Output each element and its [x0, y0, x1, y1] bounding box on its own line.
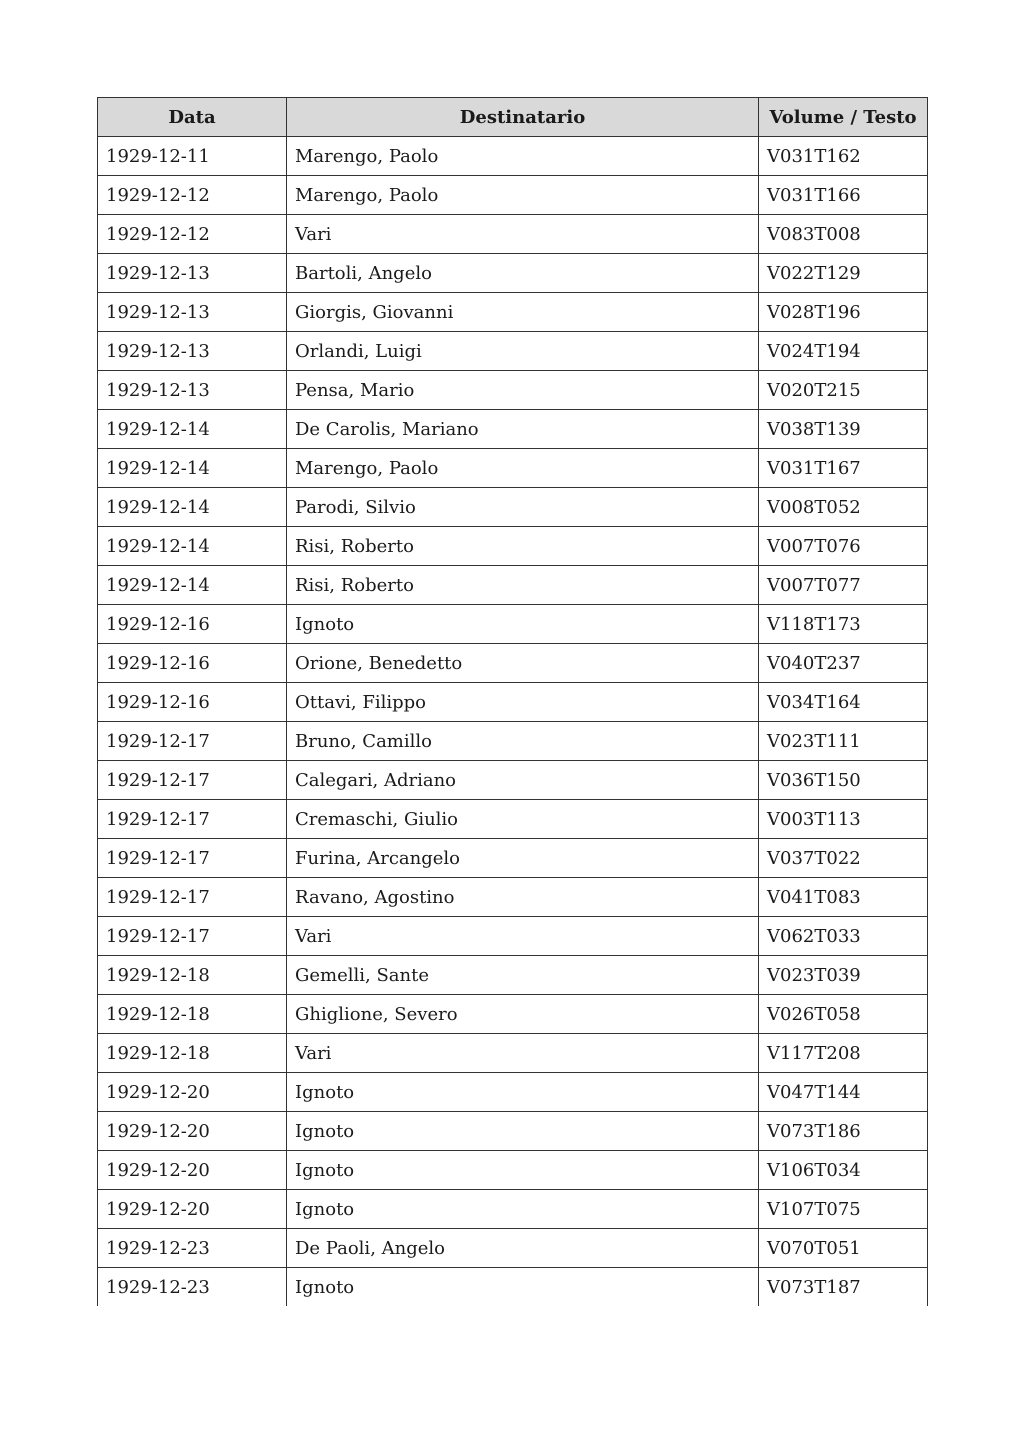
cell-volume-text: V117T208 [759, 1034, 928, 1073]
cell-recipient: Bruno, Camillo [287, 722, 759, 761]
table-row [98, 176, 928, 215]
cell-volume-text: V024T194 [759, 332, 928, 371]
table-row [98, 527, 928, 566]
cell-date: 1929-12-14 [98, 410, 287, 449]
cell-date: 1929-12-17 [98, 722, 287, 761]
cell-date: 1929-12-16 [98, 605, 287, 644]
cell-volume-text: V034T164 [759, 683, 928, 722]
cell-recipient: Risi, Roberto [287, 566, 759, 605]
cell-date: 1929-12-18 [98, 995, 287, 1034]
cell-recipient: Vari [287, 1034, 759, 1073]
table-row [98, 917, 928, 956]
table-row [98, 215, 928, 254]
cell-date: 1929-12-17 [98, 761, 287, 800]
cell-recipient: Orlandi, Luigi [287, 332, 759, 371]
cell-date: 1929-12-17 [98, 917, 287, 956]
cell-recipient: Marengo, Paolo [287, 137, 759, 176]
cell-recipient: Ignoto [287, 1190, 759, 1229]
table-row [98, 956, 928, 995]
table-row [98, 722, 928, 761]
cell-date: 1929-12-20 [98, 1190, 287, 1229]
cell-recipient: Marengo, Paolo [287, 449, 759, 488]
cell-recipient: Bartoli, Angelo [287, 254, 759, 293]
cell-volume-text: V083T008 [759, 215, 928, 254]
table-body [98, 137, 928, 1307]
cell-recipient: Orione, Benedetto [287, 644, 759, 683]
table-row [98, 371, 928, 410]
cell-volume-text: V047T144 [759, 1073, 928, 1112]
table-row [98, 683, 928, 722]
table-row [98, 1229, 928, 1268]
table-row [98, 254, 928, 293]
cell-date: 1929-12-14 [98, 566, 287, 605]
cell-date: 1929-12-16 [98, 683, 287, 722]
cell-volume-text: V007T077 [759, 566, 928, 605]
cell-recipient: Ignoto [287, 605, 759, 644]
cell-date: 1929-12-12 [98, 176, 287, 215]
cell-date: 1929-12-14 [98, 488, 287, 527]
table-header-row [98, 98, 928, 137]
cell-date: 1929-12-17 [98, 878, 287, 917]
table-row [98, 1112, 928, 1151]
cell-recipient: Ghiglione, Severo [287, 995, 759, 1034]
table-row [98, 566, 928, 605]
cell-volume-text: V008T052 [759, 488, 928, 527]
cell-recipient: Pensa, Mario [287, 371, 759, 410]
cell-volume-text: V070T051 [759, 1229, 928, 1268]
table-row [98, 839, 928, 878]
cell-recipient: De Carolis, Mariano [287, 410, 759, 449]
cell-volume-text: V062T033 [759, 917, 928, 956]
cell-volume-text: V022T129 [759, 254, 928, 293]
cell-date: 1929-12-20 [98, 1112, 287, 1151]
cell-date: 1929-12-20 [98, 1151, 287, 1190]
table-row [98, 761, 928, 800]
cell-recipient: Ignoto [287, 1073, 759, 1112]
table-row [98, 800, 928, 839]
table-row [98, 1151, 928, 1190]
cell-volume-text: V031T166 [759, 176, 928, 215]
cell-volume-text: V031T167 [759, 449, 928, 488]
cell-date: 1929-12-14 [98, 527, 287, 566]
cell-date: 1929-12-13 [98, 254, 287, 293]
cell-volume-text: V106T034 [759, 1151, 928, 1190]
cell-volume-text: V040T237 [759, 644, 928, 683]
cell-recipient: Risi, Roberto [287, 527, 759, 566]
cell-date: 1929-12-13 [98, 371, 287, 410]
cell-volume-text: V026T058 [759, 995, 928, 1034]
table-row [98, 293, 928, 332]
cell-volume-text: V036T150 [759, 761, 928, 800]
cell-recipient: Ravano, Agostino [287, 878, 759, 917]
cell-recipient: Parodi, Silvio [287, 488, 759, 527]
cell-date: 1929-12-16 [98, 644, 287, 683]
table-row [98, 995, 928, 1034]
cell-volume-text: V038T139 [759, 410, 928, 449]
cell-recipient: Marengo, Paolo [287, 176, 759, 215]
table-row [98, 1034, 928, 1073]
cell-volume-text: V073T186 [759, 1112, 928, 1151]
cell-date: 1929-12-20 [98, 1073, 287, 1112]
table-row [98, 1073, 928, 1112]
cell-date: 1929-12-23 [98, 1268, 287, 1307]
cell-volume-text: V118T173 [759, 605, 928, 644]
table-row [98, 605, 928, 644]
table-row [98, 644, 928, 683]
cell-date: 1929-12-17 [98, 800, 287, 839]
cell-volume-text: V031T162 [759, 137, 928, 176]
cell-recipient: Vari [287, 215, 759, 254]
table-row [98, 137, 928, 176]
cell-volume-text: V037T022 [759, 839, 928, 878]
cell-recipient: Cremaschi, Giulio [287, 800, 759, 839]
cell-volume-text: V107T075 [759, 1190, 928, 1229]
cell-date: 1929-12-14 [98, 449, 287, 488]
table-row [98, 878, 928, 917]
table-row [98, 410, 928, 449]
cell-recipient: Ignoto [287, 1151, 759, 1190]
cell-recipient: Gemelli, Sante [287, 956, 759, 995]
cell-volume-text: V041T083 [759, 878, 928, 917]
cell-volume-text: V023T039 [759, 956, 928, 995]
table-row [98, 488, 928, 527]
cell-date: 1929-12-13 [98, 293, 287, 332]
cell-volume-text: V003T113 [759, 800, 928, 839]
header-destinatario: Destinatario [287, 98, 759, 137]
table-row [98, 449, 928, 488]
table-row [98, 1268, 928, 1307]
header-volume-testo: Volume / Testo [759, 98, 928, 137]
cell-date: 1929-12-18 [98, 956, 287, 995]
cell-date: 1929-12-23 [98, 1229, 287, 1268]
cell-volume-text: V020T215 [759, 371, 928, 410]
cell-date: 1929-12-17 [98, 839, 287, 878]
cell-date: 1929-12-13 [98, 332, 287, 371]
cell-date: 1929-12-11 [98, 137, 287, 176]
table-row [98, 332, 928, 371]
cell-recipient: Ignoto [287, 1112, 759, 1151]
cell-volume-text: V007T076 [759, 527, 928, 566]
cell-recipient: Furina, Arcangelo [287, 839, 759, 878]
cell-recipient: Ignoto [287, 1268, 759, 1307]
letters-table [97, 97, 928, 1306]
cell-volume-text: V023T111 [759, 722, 928, 761]
cell-recipient: Vari [287, 917, 759, 956]
cell-volume-text: V073T187 [759, 1268, 928, 1307]
cell-recipient: Ottavi, Filippo [287, 683, 759, 722]
header-data: Data [98, 98, 287, 137]
cell-recipient: De Paoli, Angelo [287, 1229, 759, 1268]
cell-recipient: Giorgis, Giovanni [287, 293, 759, 332]
cell-recipient: Calegari, Adriano [287, 761, 759, 800]
cell-date: 1929-12-12 [98, 215, 287, 254]
cell-volume-text: V028T196 [759, 293, 928, 332]
cell-date: 1929-12-18 [98, 1034, 287, 1073]
table-row [98, 1190, 928, 1229]
